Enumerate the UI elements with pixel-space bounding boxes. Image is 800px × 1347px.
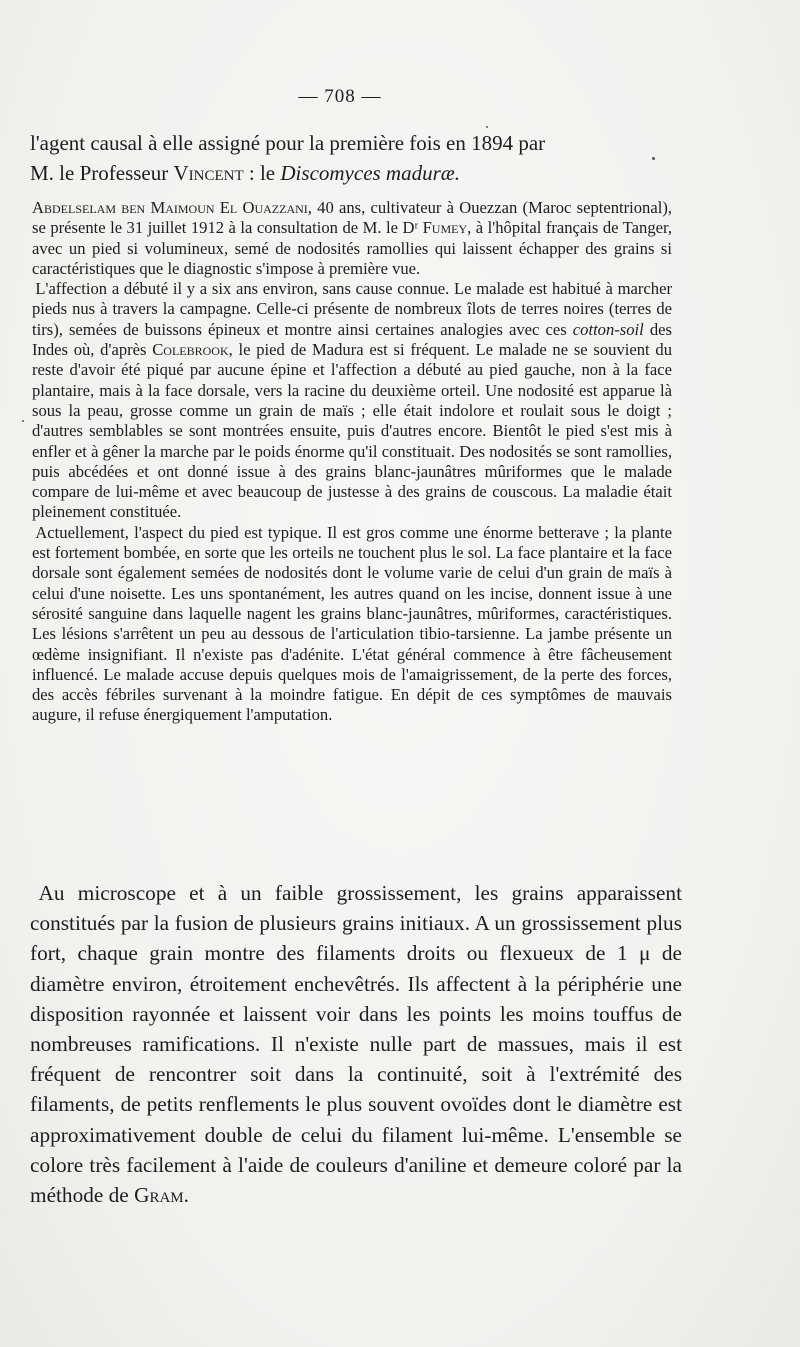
print-speck — [652, 157, 655, 160]
microscopy-text-b: . — [183, 1183, 189, 1208]
author-colebrook: Colebrook — [152, 340, 229, 360]
case-paragraph-1 — [32, 198, 672, 279]
microscopy-paragraph — [30, 878, 682, 1210]
case-paragraph-2 — [32, 279, 672, 523]
case-paragraph-2-text-b: des Indes où, d'après — [32, 319, 672, 360]
case-report — [32, 198, 672, 726]
case-paragraph-3: Actuellement, l'aspect du pied est typique. Il est gros comme une énorme betterave ; la plante est fortement bombée, en sorte que les orteils ne touchent plus le sol. La face plantaire et la face dorsale sont également semées de nodosités dont le volume varie de celui d'un grain de maïs à celui d'une noisette. Les uns spontanément, les autres quand on les incise, donnent issue à une sérosité sanguine dans laquelle nagent les grains blanc-jaunâtres, mûriformes, caractéristiques. Les lésions s'arrêtent un peu au dessous de l'articulation tibio-tarsienne. La jambe présente un œdème insignifiant. Il n'existe pas d'adénite. L'état général commence à être fâcheusement influencé. Le malade accuse depuis quelques mois de l'amaigrissement, de la perte des forces, des accès fébriles survenant à la moindre fatigue. En dépit de ces symptômes de mauvais augure, il refuse énergiquement l'amputation. — [32, 522, 672, 725]
page-number: — 708 — — [298, 86, 382, 107]
opening-line-2 — [30, 158, 670, 188]
print-speck — [486, 126, 488, 128]
patient-name: Abdelselam ben Maimoun El Ouazzani — [32, 198, 308, 217]
doctor-name: Fumey — [422, 218, 468, 238]
case-paragraph-2-text-a: L'affection a débuté il y a six ans environ, sans cause connue. Le malade est habitué à marcher pieds nus à travers la campagne. Celle-ci présente de nombreux îlots de terres noires (terres de tirs), semées de buissons épineux et montre ainsi certaines analogies avec ces — [32, 279, 672, 339]
case-paragraph-2-text-c: , le pied de Madura est si fréquent. Le malade ne se souvient du reste d'avoir été piqué par aucune épine et l'affection a débuté au pied gauche, non à la face plantaire, mais à la face dorsale, vers la racine du deuxième orteil. Une nodosité est apparue là sous la peau, grosse comme un grain de maïs ; elle était indolore et roulait sous le doigt ; d'autres semblables se sont montrées ensuite, puis d'autres encore. Bientôt le pied s'est mis à enfler et à gêner la marche par le poids énorme qu'il constituait. Des nodosités se sont ramollies, puis abcédées et ont donné issue à des grains blanc-jaunâtres mûriformes que le malade compare de lui-même et avec beaucoup de justesse à des grains de couscous. La maladie était pleinement constituée. — [32, 340, 672, 522]
microscopy-text-a: Au microscope et à un faible grossissement, les grains apparaissent constitués par la fusion de plusieurs grains initiaux. A un grossissement plus fort, chaque grain montre des filaments droits ou flexueux de 1 μ de diamètre environ, étroitement enchevêtrés. Ils affectent à la périphérie une disposition rayonnée et laissent voir dans les points les moins touffus de nombreuses ramifications. Il n'existe nulle part de massues, mais il est fréquent de rencontrer soit dans la continuité, soit à l'extrémité des filaments, de petits renflements le plus souvent ovoïdes dont le diamètre est approximativement double de celui du filament lui-même. L'ensemble se colore très facilement à l'aide de couleurs d'aniline et demeure coloré par la méthode de — [30, 881, 682, 1208]
case-paragraph-1-text-b: , à l'hôpital français de Tanger, avec un pied si volumineux, semé de nodosités ramollies qui laissent échapper des grains si caractéristiques que le diagnostic s'impose à première vue. — [32, 218, 672, 278]
microscopy-text — [30, 878, 682, 1210]
print-speck — [22, 420, 24, 422]
opening-line-2-mid: : le — [243, 161, 281, 185]
cotton-soil-term: cotton-soil — [572, 319, 644, 339]
case-paragraph-1-text-a: , 40 ans, cultivateur à Ouezzan (Maroc septentrional), se présente le 31 juillet 1912 à la consultation de M. le Dʳ — [32, 198, 672, 238]
author-gram: Gram — [134, 1183, 184, 1208]
opening-line-1: l'agent causal à elle assigné pour la première fois en 1894 par — [30, 131, 546, 155]
opening-sentence — [30, 128, 670, 188]
author-vincent: Vincent — [173, 161, 244, 185]
opening-line-2-prefix: M. le Professeur — [30, 161, 174, 185]
species-name: Discomyces maduræ. — [280, 161, 461, 185]
